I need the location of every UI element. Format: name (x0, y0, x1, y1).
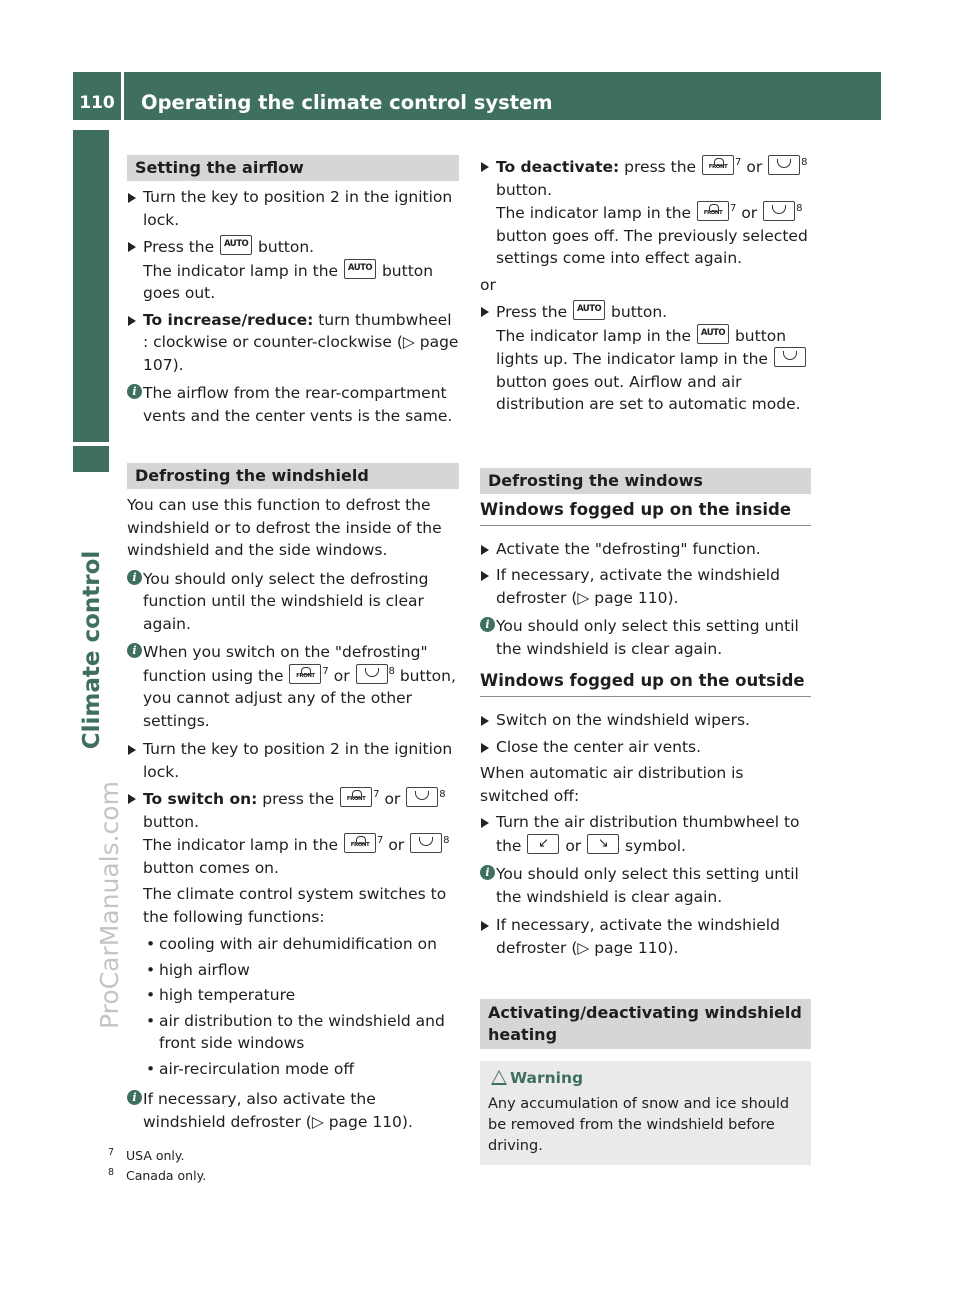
step-text: or (741, 204, 758, 222)
front-symbol: FRONT (350, 842, 370, 848)
step-text: button. (611, 303, 668, 321)
step-item (480, 736, 811, 759)
warning-heading (488, 1067, 803, 1090)
step-text: or (388, 836, 405, 854)
footnote (108, 1166, 206, 1186)
step-text: button. (143, 812, 200, 831)
step-text: or (746, 158, 763, 176)
step-text: Press the (496, 303, 568, 321)
info-text: You should only select this setting until the windshield is clear again. (496, 617, 799, 658)
step-item (127, 235, 459, 305)
info-note (480, 615, 811, 660)
step-item (480, 300, 811, 416)
info-text: When you switch on the "defrosting" function using the (143, 643, 428, 685)
step-text: Close the center air vents. (496, 737, 702, 756)
side-tab-label: Climate control (79, 550, 105, 750)
step-text: button goes off. The previously selected settings come into effect again. (496, 226, 808, 267)
footnote (108, 1146, 206, 1166)
windshield-defrost-button-icon (406, 787, 438, 807)
info-note (480, 863, 811, 908)
step-text: button comes on. (143, 858, 279, 877)
step-text: turn thumbwheel : clockwise or counter-clockwise (▷ page 107). (143, 310, 459, 374)
footnote-number: 8 (108, 1167, 115, 1178)
auto-button-icon (220, 235, 252, 255)
step-text: button lights up. The indicator lamp in the (496, 326, 787, 368)
info-icon: i (127, 384, 142, 399)
info-icon: i (127, 1090, 142, 1105)
step-text: If necessary, activate the windshield defroster (▷ page 110). (496, 916, 780, 957)
distribution-symbol: ↙ (538, 835, 549, 851)
info-note (127, 1088, 459, 1133)
step-text: The indicator lamp in the (496, 204, 692, 222)
info-icon: i (127, 643, 142, 658)
page-header (73, 72, 881, 120)
auto-button-icon (573, 300, 605, 320)
info-note: i When you switch on the "defrosting" function using the FRONT $^7$ or $^8$ button, you cannot adjust any of the other settings. (127, 641, 459, 732)
side-tab-block-top (73, 130, 109, 442)
section-heading-defrost: Defrosting the windshield (127, 463, 459, 489)
front-symbol: FRONT (296, 672, 315, 679)
paragraph: You can use this function to defrost the windshield or to defrost the inside of the windshield and the side windows. (127, 496, 442, 559)
windshield-defrost-button-icon (768, 155, 800, 175)
header-divider (121, 72, 124, 120)
or-separator: or (480, 275, 496, 294)
step-item (480, 709, 811, 732)
auto-button-icon (344, 259, 376, 279)
auto-button-icon (697, 324, 729, 344)
step-text: Switch on the windshield wipers. (496, 711, 750, 729)
step-item (480, 538, 811, 561)
info-text: You should only select this setting until the windshield is clear again. (496, 865, 799, 906)
footnote-number: 7 (108, 1147, 115, 1158)
side-tab-block-small (73, 446, 109, 472)
list-item: • air-recirculation mode off (143, 1058, 459, 1081)
page-number: 110 (79, 93, 115, 113)
step-item (127, 309, 459, 377)
info-text: or (333, 666, 350, 685)
page-title: Operating the climate control system (141, 91, 553, 114)
step-text: button goes out. (143, 261, 434, 302)
windshield-defrost-button-icon (774, 347, 806, 367)
footnotes (108, 1146, 206, 1186)
paragraph: When automatic air distribution is switched off: (480, 764, 744, 805)
section-heading-windows: Defrosting the windows (480, 468, 811, 494)
air-distribution-windshield-icon (527, 834, 559, 854)
step-item (127, 738, 459, 783)
windshield-defrost-button-icon (410, 833, 442, 853)
windshield-defrost-button-icon (356, 664, 388, 684)
step-item: To deactivate: press the FRONT $^7$ or $^8$ button. The indicator lamp in the FRONT $^7$ or $^8$ button goes off. The previously selected settings come into effect again. (480, 155, 811, 270)
step-text: The indicator lamp in the (143, 836, 339, 854)
front-symbol: FRONT (346, 796, 366, 802)
info-text: If necessary, also activate the windshield defroster (▷ page 110). (143, 1090, 413, 1131)
step-item (480, 811, 811, 857)
info-icon: i (480, 865, 495, 880)
step-item (480, 914, 811, 959)
subheading-inside: Windows fogged up on the inside (480, 499, 811, 526)
step-text: button goes out. Airflow and air distribution are set to automatic mode. (496, 372, 801, 413)
list-item: • air distribution to the windshield and front side windows (143, 1010, 459, 1055)
warning-title: Warning (510, 1069, 584, 1087)
step-text: If necessary, activate the windshield defroster (▷ page 110). (496, 566, 780, 607)
step-text: button. (258, 238, 315, 256)
info-text: The airflow from the rear-compartment vents and the center vents is the same. (143, 384, 453, 425)
info-text: button, you cannot adjust any of the other settings. (143, 666, 456, 730)
info-note (127, 382, 459, 427)
step-item (127, 186, 459, 231)
step-text: or (565, 836, 582, 855)
warning-triangle-icon (491, 1070, 507, 1085)
warning-box (480, 1061, 811, 1165)
footnote-text: USA only. (126, 1148, 185, 1163)
auto-symbol: AUTO (347, 262, 373, 273)
step-text: or (384, 790, 401, 808)
watermark-text: ProCarManuals.com (95, 781, 124, 1029)
front-symbol: FRONT (703, 210, 723, 216)
auto-symbol: AUTO (223, 239, 249, 249)
left-column (127, 155, 459, 1139)
list-item: • high temperature (143, 984, 459, 1007)
step-text: button. (496, 180, 553, 199)
step-item: To switch on: press the FRONT $^7$ or $^8$ button. The indicator lamp in the FRONT $^7$ or $^8$ button comes on. The climate control system switches to the following functions: • cooling with air dehumidification on • high airflow • high temperature • air distribution to the windshield and front side windows • air-recirculation mode off (127, 787, 459, 1080)
step-bold-label: To switch on: (143, 790, 258, 808)
list-item: • high airflow (143, 959, 459, 982)
right-column (480, 155, 811, 1165)
step-text: Press the (143, 238, 215, 256)
front-defrost-button-icon (289, 664, 321, 684)
step-item (480, 564, 811, 609)
info-icon: i (480, 617, 495, 632)
step-text: symbol. (625, 836, 686, 855)
auto-symbol: AUTO (576, 304, 602, 314)
list-item: • cooling with air dehumidification on (143, 933, 459, 956)
front-defrost-button-icon (697, 201, 729, 221)
front-symbol: FRONT (708, 164, 728, 170)
step-text: Turn the key to position 2 in the ignition lock. (143, 740, 453, 781)
front-defrost-button-icon (702, 155, 734, 175)
front-defrost-button-icon (344, 833, 376, 853)
step-bold-label: To deactivate: (496, 158, 620, 176)
info-icon: i (127, 570, 142, 585)
distribution-symbol: ↘ (597, 835, 609, 851)
footnote-text: Canada only. (126, 1168, 207, 1183)
function-list (143, 933, 459, 1080)
step-bold-label: To increase/reduce: (143, 310, 314, 329)
step-text: The climate control system switches to the following functions: (143, 885, 447, 926)
warning-text: Any accumulation of snow and ice should be removed from the windshield before driving. (488, 1095, 790, 1154)
step-text: The indicator lamp in the (143, 261, 339, 280)
info-note (127, 568, 459, 636)
subheading-outside: Windows fogged up on the outside (480, 670, 811, 697)
step-text: press the (624, 158, 697, 176)
step-text: Activate the "defrosting" function. (496, 539, 761, 558)
step-text: The indicator lamp in the (496, 326, 692, 345)
step-text: press the (262, 790, 335, 808)
step-text: Turn the key to position 2 in the ignition lock. (143, 188, 453, 229)
info-text: You should only select the defrosting function until the windshield is clear again. (143, 569, 429, 633)
front-defrost-button-icon (340, 787, 372, 807)
step-text: Turn the air distribution thumbwheel to the (496, 813, 800, 855)
air-distribution-footwell-icon (587, 834, 619, 854)
auto-symbol: AUTO (700, 327, 726, 338)
windshield-defrost-button-icon (763, 201, 795, 221)
section-heading-airflow: Setting the airflow (127, 155, 459, 181)
section-heading-heating: Activating/deactivating windshield heating (480, 999, 811, 1049)
